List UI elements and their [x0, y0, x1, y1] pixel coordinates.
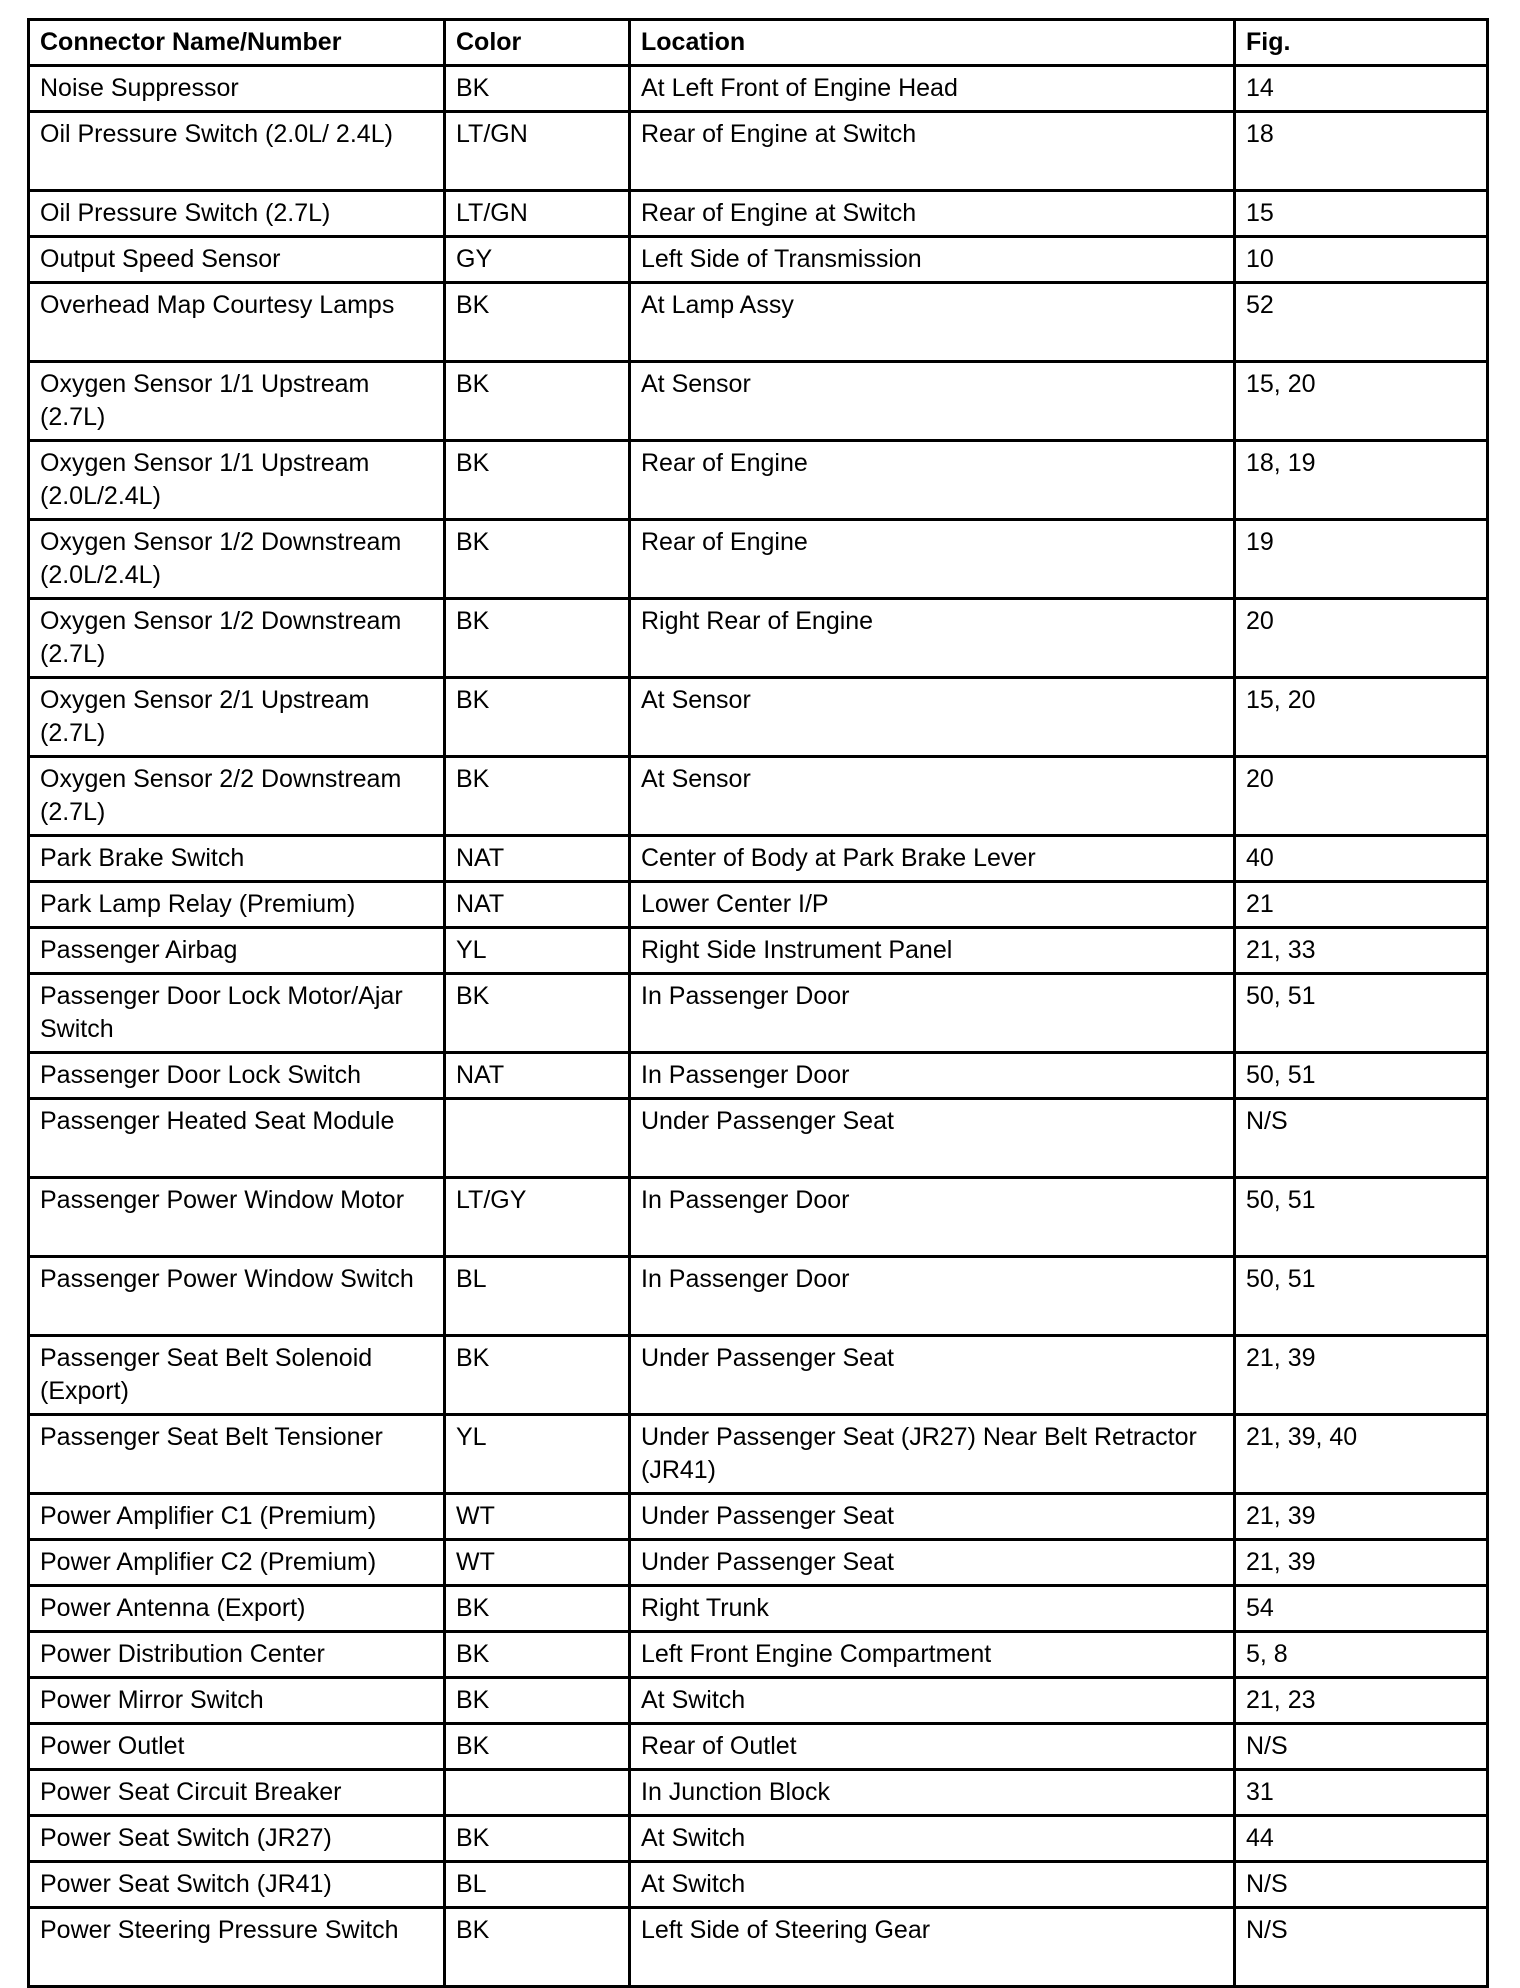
table-row	[29, 1724, 1488, 1770]
connector-name-cell: Power Seat Circuit Breaker	[29, 1770, 445, 1816]
fig-cell: 21	[1235, 882, 1488, 928]
fig-cell: 44	[1235, 1816, 1488, 1862]
fig-cell: 20	[1235, 599, 1488, 678]
table-row	[29, 1678, 1488, 1724]
location-cell: At Switch	[630, 1816, 1235, 1862]
table-row	[29, 237, 1488, 283]
connector-name-cell: Park Brake Switch	[29, 836, 445, 882]
table-row	[29, 974, 1488, 1053]
location-cell: Right Trunk	[630, 1586, 1235, 1632]
color-cell: NAT	[445, 882, 630, 928]
connector-name-cell: Oil Pressure Switch (2.0L/ 2.4L)	[29, 112, 445, 191]
connector-name-cell: Power Distribution Center	[29, 1632, 445, 1678]
fig-cell: 52	[1235, 283, 1488, 362]
fig-cell: 21, 33	[1235, 928, 1488, 974]
location-cell: At Sensor	[630, 678, 1235, 757]
location-cell: Under Passenger Seat	[630, 1336, 1235, 1415]
location-cell: Right Rear of Engine	[630, 599, 1235, 678]
connector-name-cell: Oxygen Sensor 1/2 Downstream (2.0L/2.4L)	[29, 520, 445, 599]
color-cell: BL	[445, 1257, 630, 1336]
location-cell: Rear of Engine	[630, 520, 1235, 599]
color-cell: LT/GY	[445, 1178, 630, 1257]
location-cell: Lower Center I/P	[630, 882, 1235, 928]
color-cell: BK	[445, 974, 630, 1053]
location-cell: In Passenger Door	[630, 1178, 1235, 1257]
location-cell: Rear of Engine at Switch	[630, 191, 1235, 237]
location-cell: In Passenger Door	[630, 1257, 1235, 1336]
color-cell: BK	[445, 1816, 630, 1862]
fig-cell: 50, 51	[1235, 974, 1488, 1053]
color-cell: BK	[445, 1678, 630, 1724]
location-cell: At Left Front of Engine Head	[630, 66, 1235, 112]
fig-cell: 18, 19	[1235, 441, 1488, 520]
connector-name-cell: Power Amplifier C1 (Premium)	[29, 1494, 445, 1540]
location-cell: Left Side of Transmission	[630, 237, 1235, 283]
connector-name-cell: Passenger Door Lock Switch	[29, 1053, 445, 1099]
connector-name-cell: Oxygen Sensor 2/1 Upstream (2.7L)	[29, 678, 445, 757]
fig-cell: 5, 8	[1235, 1632, 1488, 1678]
connector-name-cell: Oil Pressure Switch (2.7L)	[29, 191, 445, 237]
color-cell: BK	[445, 283, 630, 362]
table-row	[29, 757, 1488, 836]
connector-name-cell: Passenger Airbag	[29, 928, 445, 974]
color-cell: BK	[445, 1632, 630, 1678]
color-cell	[445, 1770, 630, 1816]
fig-cell: 54	[1235, 1586, 1488, 1632]
connector-name-cell: Oxygen Sensor 1/1 Upstream (2.7L)	[29, 362, 445, 441]
location-cell: At Sensor	[630, 757, 1235, 836]
table-row	[29, 1178, 1488, 1257]
location-cell: Rear of Outlet	[630, 1724, 1235, 1770]
header-location: Location	[630, 20, 1235, 66]
color-cell: YL	[445, 1415, 630, 1494]
connector-name-cell: Power Steering Pressure Switch	[29, 1908, 445, 1987]
color-cell: BK	[445, 1908, 630, 1987]
table-row	[29, 836, 1488, 882]
fig-cell: 50, 51	[1235, 1053, 1488, 1099]
location-cell: In Passenger Door	[630, 974, 1235, 1053]
connector-name-cell: Park Lamp Relay (Premium)	[29, 882, 445, 928]
table-row	[29, 1770, 1488, 1816]
color-cell	[445, 1099, 630, 1178]
location-cell: At Lamp Assy	[630, 283, 1235, 362]
connector-name-cell: Output Speed Sensor	[29, 237, 445, 283]
table-row	[29, 520, 1488, 599]
fig-cell: 21, 39	[1235, 1336, 1488, 1415]
fig-cell: 20	[1235, 757, 1488, 836]
connector-name-cell: Power Seat Switch (JR27)	[29, 1816, 445, 1862]
location-cell: At Switch	[630, 1862, 1235, 1908]
table-row	[29, 928, 1488, 974]
connector-name-cell: Power Antenna (Export)	[29, 1586, 445, 1632]
color-cell: BK	[445, 520, 630, 599]
table-row	[29, 1257, 1488, 1336]
fig-cell: 21, 39	[1235, 1494, 1488, 1540]
connector-name-cell: Power Seat Switch (JR41)	[29, 1862, 445, 1908]
fig-cell: 50, 51	[1235, 1178, 1488, 1257]
color-cell: BK	[445, 1336, 630, 1415]
connector-name-cell: Oxygen Sensor 1/1 Upstream (2.0L/2.4L)	[29, 441, 445, 520]
header-connector-name: Connector Name/Number	[29, 20, 445, 66]
color-cell: BK	[445, 1724, 630, 1770]
connector-table	[27, 18, 1489, 1988]
color-cell: NAT	[445, 1053, 630, 1099]
fig-cell: 15, 20	[1235, 362, 1488, 441]
fig-cell: 21, 39	[1235, 1540, 1488, 1586]
location-cell: At Switch	[630, 1678, 1235, 1724]
fig-cell: 31	[1235, 1770, 1488, 1816]
table-row	[29, 678, 1488, 757]
color-cell: BK	[445, 1586, 630, 1632]
connector-name-cell: Oxygen Sensor 2/2 Downstream (2.7L)	[29, 757, 445, 836]
table-row	[29, 1336, 1488, 1415]
table-row	[29, 283, 1488, 362]
connector-name-cell: Passenger Heated Seat Module	[29, 1099, 445, 1178]
table-row	[29, 191, 1488, 237]
location-cell: In Passenger Door	[630, 1053, 1235, 1099]
color-cell: NAT	[445, 836, 630, 882]
fig-cell: 19	[1235, 520, 1488, 599]
fig-cell: N/S	[1235, 1862, 1488, 1908]
location-cell: Under Passenger Seat	[630, 1099, 1235, 1178]
fig-cell: 50, 51	[1235, 1257, 1488, 1336]
fig-cell: 15	[1235, 191, 1488, 237]
color-cell: WT	[445, 1494, 630, 1540]
fig-cell: 21, 23	[1235, 1678, 1488, 1724]
table-row	[29, 1632, 1488, 1678]
table-row	[29, 599, 1488, 678]
fig-cell: N/S	[1235, 1724, 1488, 1770]
location-cell: Left Side of Steering Gear	[630, 1908, 1235, 1987]
header-row	[29, 20, 1488, 66]
fig-cell: N/S	[1235, 1099, 1488, 1178]
location-cell: At Sensor	[630, 362, 1235, 441]
color-cell: BK	[445, 66, 630, 112]
color-cell: BL	[445, 1862, 630, 1908]
table-row	[29, 1862, 1488, 1908]
table-row	[29, 362, 1488, 441]
header-fig: Fig.	[1235, 20, 1488, 66]
table-row	[29, 1053, 1488, 1099]
table-row	[29, 441, 1488, 520]
table-row	[29, 1908, 1488, 1987]
table-row	[29, 112, 1488, 191]
location-cell: In Junction Block	[630, 1770, 1235, 1816]
table-row	[29, 882, 1488, 928]
table-row	[29, 66, 1488, 112]
connector-name-cell: Passenger Power Window Motor	[29, 1178, 445, 1257]
location-cell: Under Passenger Seat	[630, 1494, 1235, 1540]
table-row	[29, 1099, 1488, 1178]
connector-name-cell: Passenger Seat Belt Tensioner	[29, 1415, 445, 1494]
location-cell: Under Passenger Seat	[630, 1540, 1235, 1586]
connector-name-cell: Power Outlet	[29, 1724, 445, 1770]
color-cell: BK	[445, 362, 630, 441]
connector-name-cell: Passenger Seat Belt Solenoid (Export)	[29, 1336, 445, 1415]
location-cell: Rear of Engine	[630, 441, 1235, 520]
fig-cell: N/S	[1235, 1908, 1488, 1987]
color-cell: YL	[445, 928, 630, 974]
fig-cell: 40	[1235, 836, 1488, 882]
connector-name-cell: Passenger Door Lock Motor/Ajar Switch	[29, 974, 445, 1053]
fig-cell: 18	[1235, 112, 1488, 191]
table-row	[29, 1540, 1488, 1586]
connector-name-cell: Noise Suppressor	[29, 66, 445, 112]
location-cell: Right Side Instrument Panel	[630, 928, 1235, 974]
fig-cell: 14	[1235, 66, 1488, 112]
location-cell: Rear of Engine at Switch	[630, 112, 1235, 191]
header-color: Color	[445, 20, 630, 66]
color-cell: WT	[445, 1540, 630, 1586]
location-cell: Under Passenger Seat (JR27) Near Belt Retractor (JR41)	[630, 1415, 1235, 1494]
connector-name-cell: Overhead Map Courtesy Lamps	[29, 283, 445, 362]
table-row	[29, 1816, 1488, 1862]
color-cell: GY	[445, 237, 630, 283]
table-row	[29, 1586, 1488, 1632]
color-cell: BK	[445, 757, 630, 836]
color-cell: BK	[445, 678, 630, 757]
location-cell: Center of Body at Park Brake Lever	[630, 836, 1235, 882]
color-cell: BK	[445, 441, 630, 520]
fig-cell: 15, 20	[1235, 678, 1488, 757]
color-cell: LT/GN	[445, 191, 630, 237]
fig-cell: 10	[1235, 237, 1488, 283]
connector-name-cell: Power Amplifier C2 (Premium)	[29, 1540, 445, 1586]
location-cell: Left Front Engine Compartment	[630, 1632, 1235, 1678]
color-cell: BK	[445, 599, 630, 678]
table-row	[29, 1415, 1488, 1494]
connector-name-cell: Oxygen Sensor 1/2 Downstream (2.7L)	[29, 599, 445, 678]
connector-name-cell: Passenger Power Window Switch	[29, 1257, 445, 1336]
color-cell: LT/GN	[445, 112, 630, 191]
table-row	[29, 1494, 1488, 1540]
fig-cell: 21, 39, 40	[1235, 1415, 1488, 1494]
connector-name-cell: Power Mirror Switch	[29, 1678, 445, 1724]
